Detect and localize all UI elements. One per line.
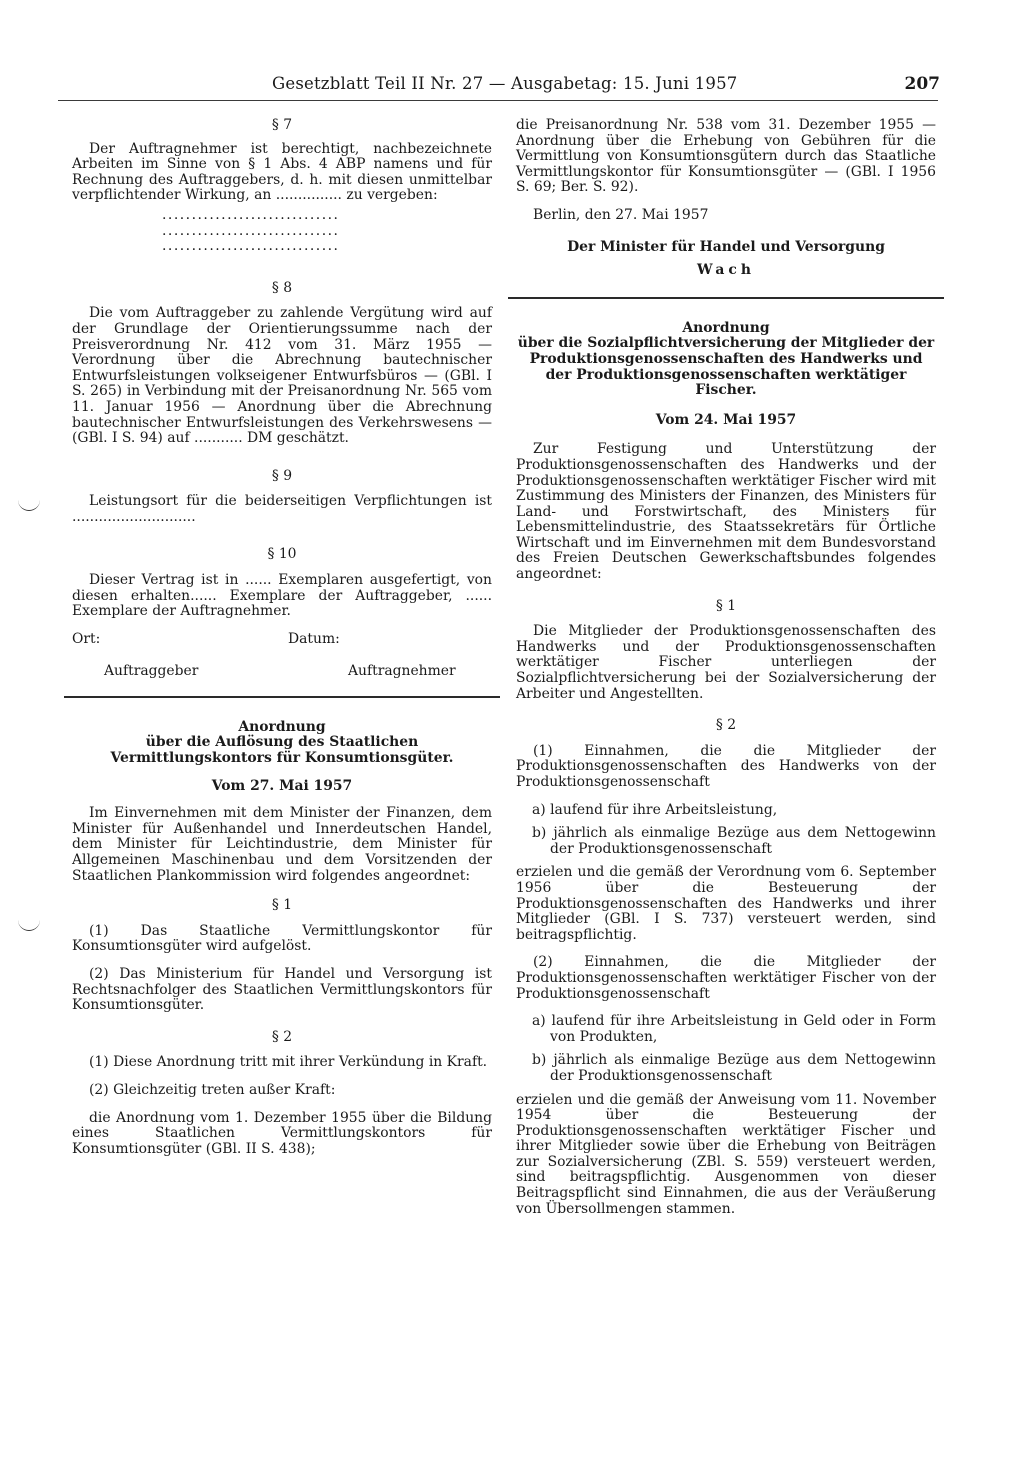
dotted-line: .............................. [162, 222, 340, 239]
binding-hole-mark [18, 920, 40, 931]
paragraph-2-1-tail: erzielen und die gemäß der Verordnung vom 6. September 1956 über die Besteuerung der Produktionsgenossenschaften des Handwerks und ihrer Mitglieder (GBl. I S. 737) versteuert werden, sind beitragspflichtig. [516, 864, 936, 943]
paragraph-heading-1: § 1 [715, 597, 737, 614]
paragraph-2-1: (1) Diese Anordnung tritt mit ihrer Verkündung in Kraft. [89, 1054, 488, 1071]
anordnung-date: Vom 24. Mai 1957 [655, 411, 797, 428]
auftragnehmer-label: Auftragnehmer [348, 662, 456, 679]
anordnung-subtitle: über die Auflösung des Staatlichen Vermittlungskontors für Konsumtionsgüter. [110, 734, 454, 767]
paragraph-1-2: (2) Das Ministerium für Handel und Versorgung ist Rechtsnachfolger des Staatlichen Vermittlungskontors für Konsumtionsgüter. [72, 965, 492, 1014]
list-item: a) laufend für ihre Arbeitsleistung in Geld oder in Form von Produkten, [532, 1013, 936, 1045]
section-heading-9: § 9 [271, 467, 293, 484]
section-divider [64, 696, 500, 698]
datum-label: Datum: [288, 630, 340, 647]
page-header [60, 74, 940, 98]
section-divider [508, 297, 944, 299]
section-9-text: Leistungsort für die beiderseitigen Verpflichtungen ist ............................ [72, 493, 492, 525]
paragraph-heading-1: § 1 [271, 897, 293, 914]
paragraph-1-text: Die Mitglieder der Produktionsgenossenschaften des Handwerks und der Produktionsgenossenschaften werktätiger Fischer unterliegen der Sozialpflichtversicherung bei der Sozialversicherung der Arbeiter und Angestellten. [516, 623, 936, 702]
list-item: a) laufend für ihre Arbeitsleistung, [532, 801, 778, 818]
dotted-line: .............................. [162, 238, 340, 255]
section-heading-7: § 7 [271, 117, 293, 133]
minister-title: Der Minister für Handel und Versorgung [567, 238, 885, 255]
paragraph-1-1: (1) Das Staatliche Vermittlungskontor für Konsumtionsgüter wird aufgelöst. [72, 922, 492, 955]
header-rule [58, 100, 938, 101]
auftraggeber-label: Auftraggeber [104, 662, 199, 679]
binding-hole-mark [18, 500, 40, 511]
anordnung-subtitle: über die Sozialpflichtversicherung der Mitglieder der Produktionsgenossenschaften des Handwerks und der Produktionsgenossenschaften werktätiger Fischer. [517, 335, 935, 399]
anordnung-title: Anordnung [238, 718, 326, 735]
anordnung-date: Vom 27. Mai 1957 [211, 777, 353, 794]
paragraph-heading-2: § 2 [715, 717, 737, 734]
paragraph-2-2-tail: erzielen und die gemäß der Anweisung vom 11. November 1954 über die Besteuerung der Produktionsgenossenschaften werktätiger Fischer und ihrer Mitglieder sowie über die Erhebung von Beiträgen zur Sozialversicherung (ZBl. S. 559) versteuert werden, sind beitragspflichtig. Ausgenommen von dieser Beitragspflicht sind Einnahmen, die aus der Veräußerung von Übersollmengen stammen. [516, 1091, 936, 1217]
anordnung-intro: Im Einvernehmen mit dem Minister der Finanzen, dem Minister für Außenhandel und Innerdeutschen Handel, dem Minister für Leichtindustrie, dem Minister für Allgemeinen Maschinenbau und dem Vorsitzenden der Staatlichen Plankommission wird folgendes angeordnet: [72, 805, 492, 884]
anordnung-intro: Zur Festigung und Unterstützung der Produktionsgenossenschaften des Handwerks und der Produktionsgenossenschaften werktätiger Fischer wird mit Zustimmung des Ministers der Finanzen, des Ministers für Land- und Forstwirtschaft, des Ministers für Lebensmittelindustrie, des Staatssekretärs für Örtliche Wirtschaft und im Einvernehmen mit dem Bundesvorstand des Freien Deutschen Gewerkschaftsbundes folgendes angeordnet: [516, 441, 936, 583]
dotted-line: .............................. [162, 206, 340, 223]
list-item: b) jährlich als einmalige Bezüge aus dem Nettogewinn der Produktionsgenossenschaft [532, 1052, 936, 1084]
section-10-text: Dieser Vertrag ist in ...... Exemplaren ausgefertigt, von diesen erhalten...... Exemplare der Auftraggeber, ...... Exemplare der Auftragnehmer. [72, 572, 492, 620]
section-heading-8: § 8 [271, 279, 293, 296]
list-item: b) jährlich als einmalige Bezüge aus dem Nettogewinn der Produktionsgenossenschaft [532, 825, 936, 857]
continued-text: die Preisanordnung Nr. 538 vom 31. Dezember 1955 — Anordnung über die Erhebung von Gebühren für die Vermittlung von Konsumtionsgütern durch das Staatliche Vermittlungskontor für Konsumtionsgüter — (GBl. I 1956 S. 69; Ber. S. 92). [516, 117, 936, 196]
right-column [516, 118, 936, 1217]
section-7-text: Der Auftragnehmer ist berechtigt, nachbezeichnete Arbeiten im Sinne von § 1 Abs. 4 ABP namens und für Rechnung des Auftraggebers, d. h. mit diesen unmittelbar verpflichtender Wirkung, an ............... zu vergeben: [72, 140, 492, 204]
section-8-text: Die vom Auftraggeber zu zahlende Vergütung wird auf der Grundlage der Orientierungssumme nach der Preisverordnung Nr. 412 vom 31. März 1955 — Verordnung über die Abrechnung bautechnischer Entwurfsleistungen volkseigener Entwurfsbüros — (GBl. I S. 265) in Verbindung mit der Preisanordnung Nr. 565 vom 11. Januar 1956 — Anordnung über die Abrechnung bautechnischer Entwurfsleistungen des Verkehrswesens — (GBl. I S. 94) auf ........... DM geschätzt. [72, 305, 492, 447]
signature-place-date [72, 632, 492, 650]
header-title: Gesetzblatt Teil II Nr. 27 — Ausgabetag: 15. Juni 1957 [272, 74, 738, 93]
left-column [72, 118, 492, 1157]
place-date: Berlin, den 27. Mai 1957 [533, 206, 709, 223]
paragraph-2-3: die Anordnung vom 1. Dezember 1955 über die Bildung eines Staatlichen Vermittlungskontors für Konsumtionsgüter (GBl. II S. 438); [72, 1109, 492, 1157]
page-number: 207 [904, 74, 940, 94]
paragraph-heading-2: § 2 [271, 1028, 293, 1045]
paragraph-2-1: (1) Einnahmen, die die Mitglieder der Produktionsgenossenschaften des Handwerks von der Produktionsgenossenschaft [516, 742, 936, 790]
minister-name: Wach [697, 262, 755, 279]
anordnung-title: Anordnung [682, 319, 770, 336]
signature-parties [72, 664, 492, 682]
paragraph-2-2: (2) Gleichzeitig treten außer Kraft: [89, 1081, 336, 1098]
section-heading-10: § 10 [267, 546, 297, 563]
paragraph-2-2: (2) Einnahmen, die die Mitglieder der Produktionsgenossenschaften werktätiger Fischer von der Produktionsgenossenschaft [516, 954, 936, 1002]
ort-label: Ort: [72, 630, 101, 647]
